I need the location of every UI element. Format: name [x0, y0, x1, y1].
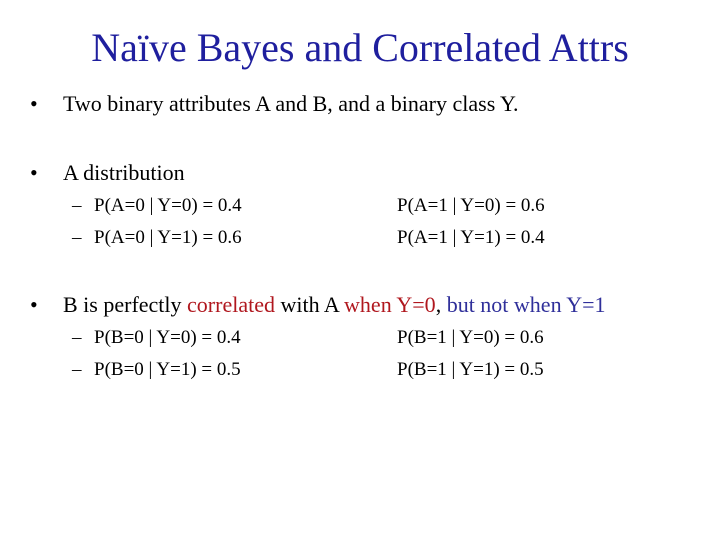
bullet-dot: • — [30, 160, 38, 185]
sub-dash: – — [72, 359, 82, 380]
sub-item-pa0-y1 — [72, 226, 242, 250]
bullet-a-distribution — [30, 159, 185, 187]
sub-text: P(B=0 | Y=1) = 0.5 — [94, 359, 241, 380]
bullet-dot: • — [30, 292, 38, 317]
sub-item-pb0-y1 — [72, 358, 241, 382]
sub-item-pa0-y0 — [72, 194, 242, 218]
sub-text: P(B=0 | Y=0) = 0.4 — [94, 327, 241, 348]
sub-item-pb1-y1: P(B=1 | Y=1) = 0.5 — [397, 359, 544, 380]
sub-text: P(A=0 | Y=0) = 0.4 — [94, 195, 242, 216]
sub-text: P(A=0 | Y=1) = 0.6 — [94, 227, 242, 248]
bullet-text-part1: B is perfectly — [63, 292, 188, 317]
highlight-correlated: correlated — [187, 292, 275, 317]
sub-dash: – — [72, 327, 82, 348]
sub-item-pb0-y0 — [72, 326, 241, 350]
bullet-text-part3: with A — [274, 292, 345, 317]
bullet-b-correlated — [30, 291, 606, 319]
bullet-dot: • — [30, 91, 38, 116]
sub-dash: – — [72, 227, 82, 248]
slide-title: Naïve Bayes and Correlated Attrs — [91, 25, 629, 70]
bullet-text: A distribution — [63, 160, 185, 185]
bullet-text-part5: , — [435, 292, 447, 317]
bullet-binary-attributes — [30, 90, 519, 118]
sub-item-pa1-y0: P(A=1 | Y=0) = 0.6 — [397, 195, 545, 216]
sub-item-pb1-y0: P(B=1 | Y=0) = 0.6 — [397, 327, 544, 348]
sub-item-pa1-y1: P(A=1 | Y=1) = 0.4 — [397, 227, 545, 248]
bullet-text: Two binary attributes A and B, and a binary class Y. — [63, 91, 519, 116]
highlight-not-when-y1: but not when Y=1 — [446, 292, 606, 317]
sub-dash: – — [72, 195, 82, 216]
highlight-when-y0: when Y=0 — [344, 292, 436, 317]
